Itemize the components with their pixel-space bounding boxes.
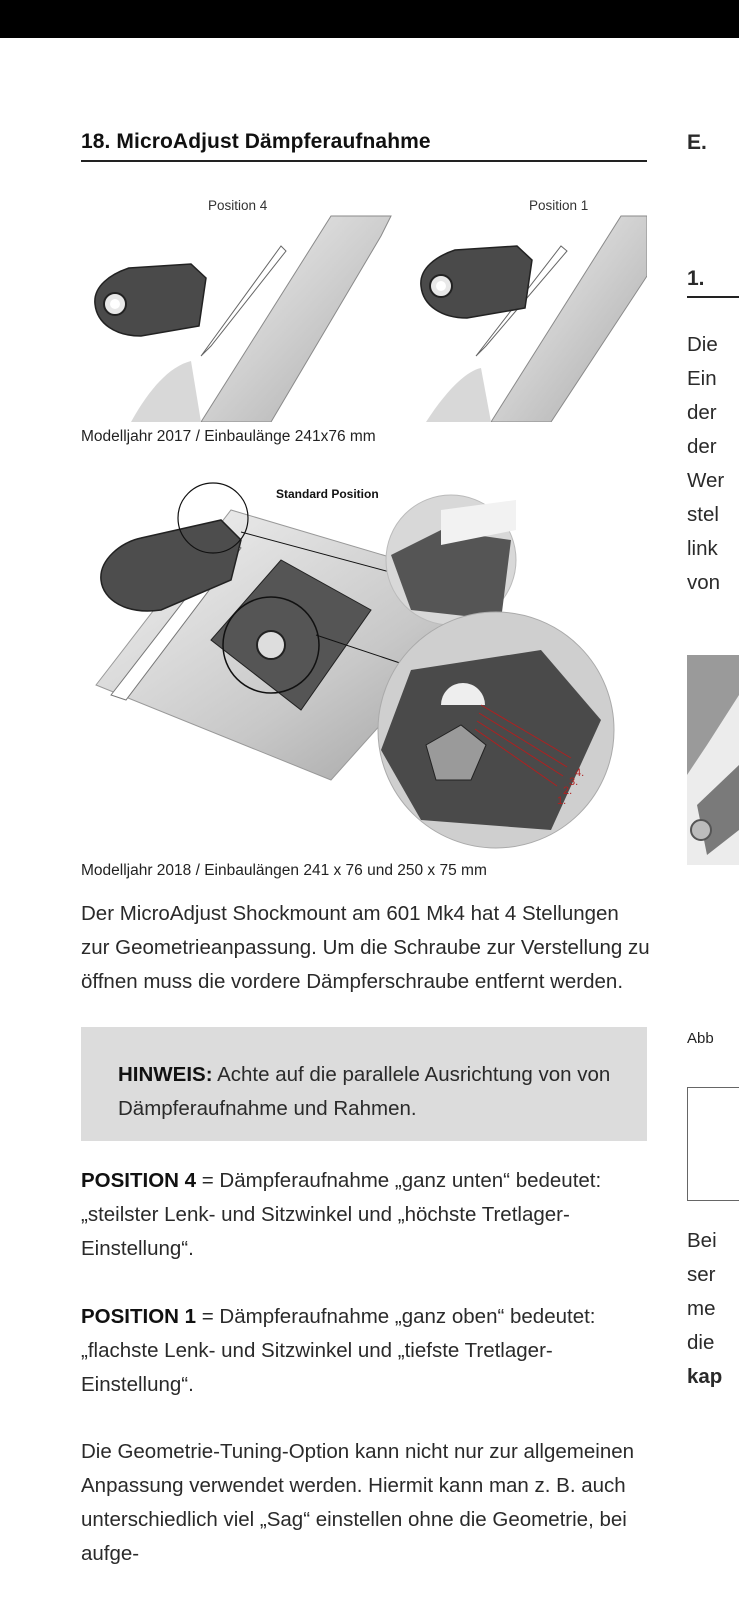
right-line: Bei xyxy=(687,1229,717,1252)
mark-2: 2. xyxy=(563,785,573,797)
right-heading-e: E. xyxy=(687,131,707,154)
tuning-paragraph: Die Geometrie-Tuning-Option kann nicht nur zur allgemeinen Anpassung verwendet werden. Hiermit kann man z. B. auch unterschiedlich viel „Sag“ einstellen ohne die Geometrie, bei aufge- xyxy=(81,1440,635,1565)
position-4-label: POSITION 4 xyxy=(81,1169,197,1192)
right-line: kap xyxy=(687,1365,723,1388)
right-line: link xyxy=(687,537,718,560)
caption-2017: Modelljahr 2017 / Einbaulänge 241x76 mm xyxy=(81,428,376,445)
right-line: Ein xyxy=(687,367,717,390)
label-standard-position: Standard Position xyxy=(276,487,379,501)
position-4-paragraph xyxy=(81,1164,651,1266)
position-4-text: = Dämpferaufnahme „ganz unten“ bedeutet: „steilster Lenk- und Sitzwinkel und „höchste Tretlager-Einstellung“. xyxy=(81,1169,602,1260)
right-caption-abb: Abb xyxy=(687,1030,714,1047)
right-heading-underline xyxy=(687,296,739,298)
figure-positions-2017 xyxy=(81,186,647,422)
position-1-text: = Dämpferaufnahme „ganz oben“ bedeutet: „flachste Lenk- und Sitzwinkel und „tiefste Tretlager-Einstellung“. xyxy=(81,1305,596,1396)
note-body: Achte auf die parallele Ausrichtung von von Dämpferaufnahme und Rahmen. xyxy=(118,1062,611,1120)
title-underline xyxy=(81,160,647,162)
right-line: von xyxy=(687,571,721,594)
note-label: HINWEIS: xyxy=(118,1062,213,1086)
position-1-paragraph xyxy=(81,1300,651,1402)
right-line: Die xyxy=(687,333,718,356)
section-title: 18. MicroAdjust Dämpferaufnahme xyxy=(81,130,431,153)
right-heading-1: 1. xyxy=(687,267,705,290)
mark-4: 4. xyxy=(575,767,585,779)
right-line: ser xyxy=(687,1263,716,1286)
label-position-4: Position 4 xyxy=(208,198,268,213)
caption-2018: Modelljahr 2018 / Einbaulängen 241 x 76 und 250 x 75 mm xyxy=(81,862,487,879)
right-line: die xyxy=(687,1331,715,1354)
label-position-1: Position 1 xyxy=(529,198,589,213)
mark-3: 3. xyxy=(569,776,579,788)
position-1-label: POSITION 1 xyxy=(81,1305,197,1328)
right-line: der xyxy=(687,401,717,424)
note-box xyxy=(81,1027,647,1141)
figure-standard-position-2018 xyxy=(81,470,647,855)
right-figure-image xyxy=(687,655,739,865)
right-figure-photo xyxy=(687,655,739,865)
mark-1: 1. xyxy=(557,795,567,807)
right-line: der xyxy=(687,435,717,458)
shockmount-illustration-2018 xyxy=(81,470,647,855)
right-line: stel xyxy=(687,503,719,526)
right-note-box xyxy=(687,1087,739,1201)
right-line: Wer xyxy=(687,469,725,492)
right-line: me xyxy=(687,1297,716,1320)
note-text xyxy=(118,1058,638,1126)
intro-paragraph: Der MicroAdjust Shockmount am 601 Mk4 hat 4 Stellungen zur Geometrieanpassung. Um die Schraube zur Verstellung zu öffnen muss die vordere Dämpferschraube entfernt werden. xyxy=(81,902,650,993)
top-black-bar xyxy=(0,0,739,38)
shockmount-illustration-2017 xyxy=(81,186,647,422)
